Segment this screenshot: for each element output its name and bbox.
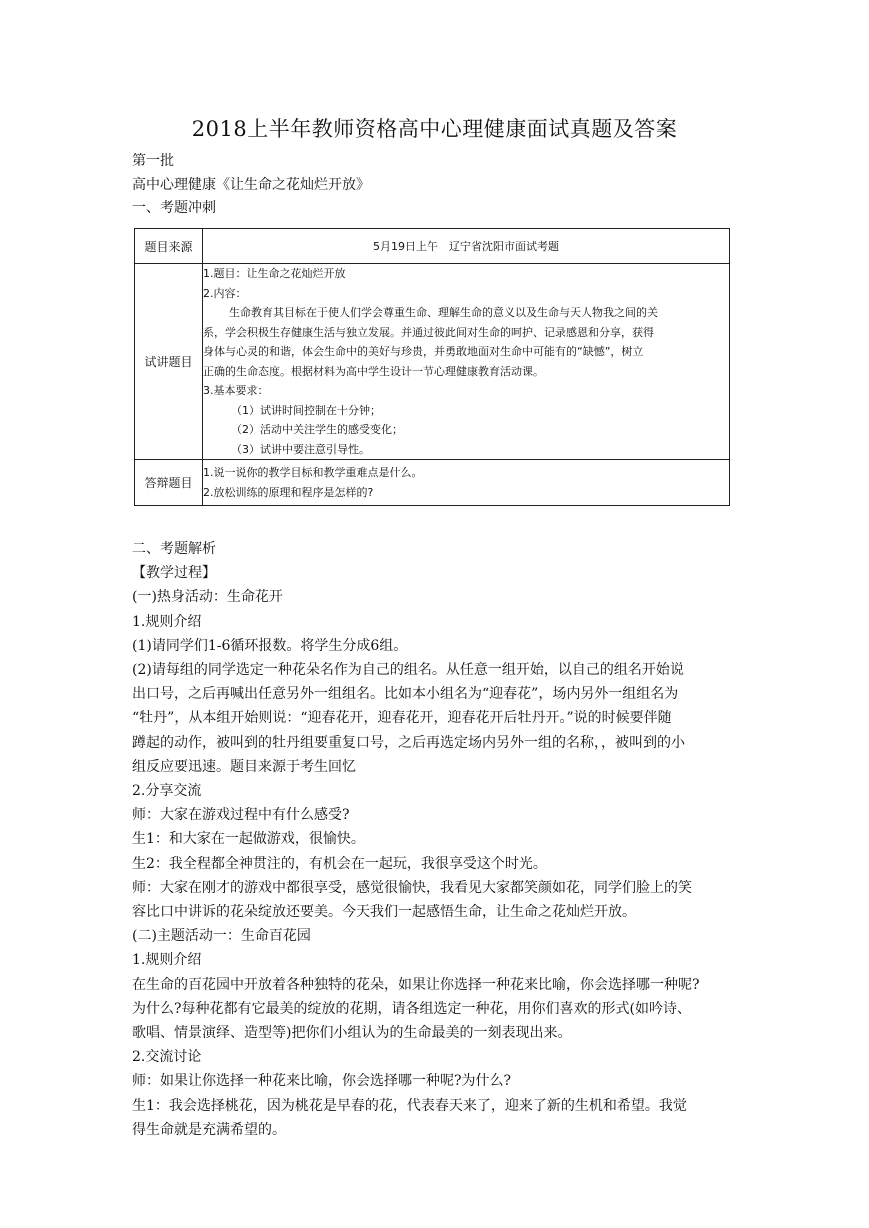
- content-line: 系，学会积极生存健康生活与独立发展。并通过彼此间对生命的呵护、记录感恩和分享，获得: [203, 325, 654, 339]
- body-line: 师：如果让你选择一种花来比喻，你会选择哪一种呢?为什么?: [132, 1073, 512, 1090]
- source-label: 题目来源: [135, 229, 203, 264]
- content-line: 1.说一说你的教学目标和教学重难点是什么。: [203, 466, 423, 479]
- section-heading: 一、考题冲刺: [132, 200, 216, 216]
- batch-label: 第一批: [132, 153, 174, 169]
- table-row: [135, 229, 730, 264]
- content-line: 生命教育其目标在于使人们学会尊重生命、理解生命的意义以及生命与天人物我之间的关: [229, 306, 658, 319]
- body-line: 师：大家在刚才的游戏中都很享受，感觉很愉快，我看见大家都笑颜如花，同学们脸上的笑: [132, 879, 692, 896]
- body-line: (一)热身活动：生命花开: [132, 589, 283, 606]
- table-row: [135, 460, 730, 506]
- body-line: 生1：我会选择桃花，因为桃花是早春的花，代表春天来了，迎来了新的生机和希望。我觉: [132, 1097, 687, 1114]
- table-row: [135, 264, 730, 460]
- source-value: 5月19日上午 辽宁省沈阳市面试考题: [203, 229, 730, 264]
- content-line: 3.基本要求：: [203, 384, 269, 397]
- body-line: 师：大家在游戏过程中有什么感受?: [132, 807, 350, 824]
- body-line: “牡丹”，从本组开始则说：“迎春花开，迎春花开，迎春花开后牡丹开。”说的时候要伴随: [132, 710, 672, 727]
- body-line: 2.分享交流: [132, 783, 202, 800]
- body-line: 【教学过程】: [132, 565, 216, 582]
- content-line: （2）活动中关注学生的感受变化；: [231, 423, 403, 436]
- intro-block: [132, 150, 742, 221]
- content-line: 身体与心灵的和谐，体会生命中的美好与珍贵，并勇敢地面对生命中可能有的“缺憾”，树立: [203, 345, 644, 358]
- lesson-title: 高中心理健康《让生命之花灿烂开放》: [132, 176, 370, 193]
- defense-topic-label: 答辩题目: [135, 460, 203, 506]
- page-title: 2018上半年教师资格高中心理健康面试真题及答案: [191, 117, 678, 141]
- body-line: 歌唱、情景演绎、造型等)把你们小组认为的生命最美的一刻表现出来。: [132, 1025, 572, 1042]
- content-line: 1.题目：让生命之花灿烂开放: [203, 267, 346, 280]
- content-line: （1）试讲时间控制在十分钟；: [231, 403, 381, 417]
- body-line: 得生命就是充满希望的。: [132, 1121, 286, 1138]
- analysis-body: [132, 537, 742, 1142]
- content-line: 2.内容：: [203, 286, 247, 300]
- body-line: 为什么?每种花都有它最美的绽放的花期，请各组选定一种花，用你们喜欢的形式(如吟诗、: [132, 1000, 691, 1017]
- body-line: (2)请每组的同学选定一种花朵名作为自己的组名。从任意一组开始，以自己的组名开始说: [132, 662, 684, 679]
- body-line: (1)请同学们1-6循环报数。将学生分成6组。: [132, 637, 408, 654]
- body-line: 出口号，之后再喊出任意另外一组组名。比如本小组名为“迎春花”，场内另外一组组名为: [132, 686, 679, 703]
- content-line: 正确的生命态度。根据材料为高中学生设计一节心理健康教育活动课。: [203, 364, 544, 378]
- body-line: 1.规则介绍: [132, 952, 202, 969]
- body-line: 容比口中讲诉的花朵绽放还要美。今天我们一起感悟生命，让生命之花灿烂开放。: [132, 904, 636, 921]
- body-line: 生1：和大家在一起做游戏，很愉快。: [132, 831, 365, 848]
- body-line: 蹲起的动作，被叫到的牡丹组要重复口号，之后再选定场内另外一组的名称，，被叫到的小: [132, 734, 685, 751]
- body-line: 二、考题解析: [132, 541, 216, 557]
- defense-topic-content: [203, 460, 730, 506]
- lecture-topic-label: 试讲题目: [135, 264, 203, 460]
- body-line: 2.交流讨论: [132, 1049, 202, 1066]
- content-line: （3）试讲中要注意引导性。: [231, 442, 370, 456]
- body-line: (二)主题活动一：生命百花园: [132, 928, 311, 945]
- content-line: 2.放松训练的原理和程序是怎样的?: [203, 485, 374, 499]
- exam-info-table: [134, 228, 730, 506]
- body-line: 1.规则介绍: [132, 613, 202, 630]
- body-line: 生2：我全程都全神贯注的，有机会在一起玩，我很享受这个时光。: [132, 855, 547, 872]
- body-line: 在生命的百花园中开放着各种独特的花朵，如果让你选择一种花来比喻，你会选择哪一种呢?: [132, 976, 700, 993]
- body-line: 组反应要迅速。题目来源于考生回忆: [132, 758, 356, 775]
- lecture-topic-content: [203, 264, 730, 460]
